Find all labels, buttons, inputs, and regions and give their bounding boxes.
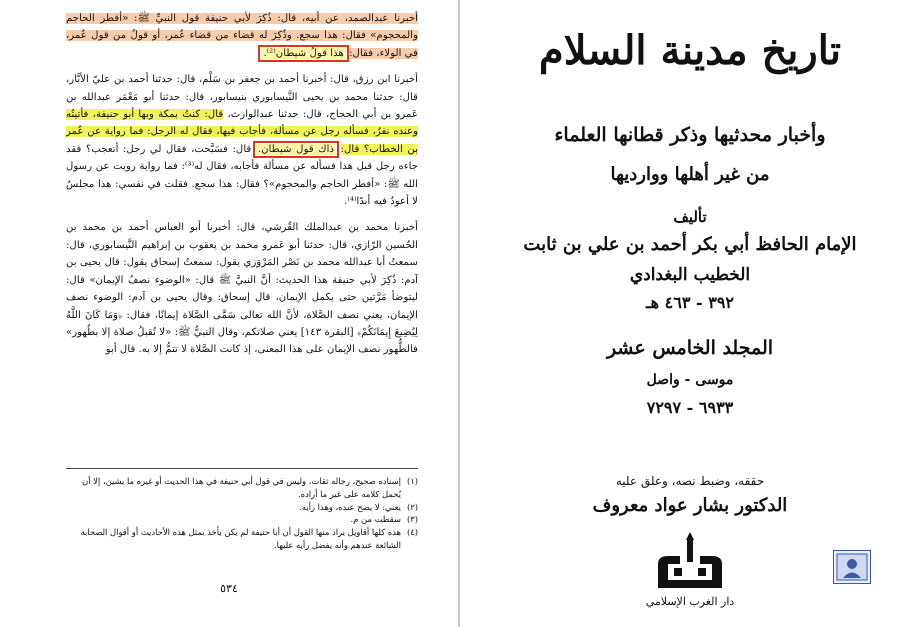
library-stamp-icon — [833, 550, 871, 584]
boxed-phrase-2: ذاك قول شيطان. — [257, 143, 334, 155]
editor-name: الدكتور بشار عواد معروف — [592, 495, 788, 516]
footnote — [66, 513, 418, 526]
footnote-number: (١) — [406, 476, 418, 486]
main-text — [66, 10, 418, 368]
boxed-phrase-1: هذا قولُ شيطان⁽²⁾. — [263, 47, 344, 59]
book-title: تاريخ مدينة السلام — [538, 27, 842, 74]
footnote-number: (٣) — [406, 514, 418, 525]
paragraph-2-intro: أخبرنا ابن رزق، قال: أخبرنا أحمد بن جعفر بن سَلْم، قال: حدثنا أحمد بن عليّ الأبَّار، قال: حدثنا محمد بن يحيى النَّيسابوري بنيسابور، قال: حدثنا أبو مَعْمَر عبدالله بن عَمرو بن أبي الحجاج، قال: حدثنا عبدالوارث، — [66, 74, 418, 121]
author-name-line-1: الإمام الحافظ أبي بكر أحمد بن علي بن ثابت — [523, 234, 857, 255]
volume-range-names: موسى - واصل — [646, 372, 734, 388]
footnote — [66, 501, 418, 514]
paragraph-3: أخبرنا محمد بن عبدالملك القُرشي، قال: أخبرنا أبو العباس أحمد بن محمد بن الحُسين الرّازي، قال: حدثنا أبو عَمرو محمد بن يعقوب بن إبراهيم النَّيسابوري، قال: سمعتُ أبا عبدالله محمد بن نَصْر المَرْوَزي يقول: سمعتُ إسحاق يقول: قال يحيى بن آدم: ذُكِرَ لأبي حنيفة هذا الحديث: أنَّ النبيَّ ﷺ قال: «الوضوء نصفُ الإيمان» قال: ليتوضأ مَرَّتين حتى يكمل الإيمان، قال إسحاق: وقال يحيى بن آدم: الوضوء نصف الإيمان، يعني نصف الصَّلاة، لأنَّ الله تعالى سَمَّى الصَّلاة إيمانًا، فقال: ﴿وَمَا كَانَ اللَّهُ لِيُضِيعَ إِيمَانَكُمْ﴾ [البقرة ١٤٣] يعني صلاتكم، وقال النبيُّ ﷺ: «لا تُقبلُ صلاة إلا بطُهور» فالطُّهور نصف الإيمان على هذا المعنى، إذ كانت الصَّلاة لا تتمُّ إلا به. قال أبو — [66, 222, 418, 356]
footnote-number: (٢) — [406, 501, 418, 512]
paragraph-2-rest: قال: فسَبَّحت، فقال لي رجل: أتعجب؟ فقد جاءه رجل قبل هذا فسأله عن مسألة فأجابه، فقال له⁽³⁾: فما رواية رويت عن رسول الله ﷺ: «أفطر الحاجم والمحجوم»؟ فقال: هذا سجع. فقلت في نفسي: هذا مجلسٌ لا أعودُ فيه أبدًا⁽⁴⁾. — [66, 143, 418, 208]
footnote — [66, 475, 418, 501]
highlight-orange: أخبرنا عبدالصمد، عن أبيه، قال: ذُكِرَ لأبي حنيفة قول النبيِّ ﷺ: «أفطر الحاجم والمحجوم» فقال: هذا سجع. وذُكِرَ له قضاء من قضاء عُمر، أو قولٌ من قول عُمر، في الولاء، فقال: — [66, 13, 418, 59]
book-subtitle-line-2: من غير أهلها ووارديها — [610, 164, 770, 185]
page-number: ٥٣٤ — [220, 582, 238, 595]
volume-label: المجلد الخامس عشر — [606, 337, 774, 359]
footnote-text: هذه كلها أقاويل يراد منها القول أن أبا حنيفة لم يكن يأخذ بمثل هذه الأحاديث أو أقوال الصحابة الشائعة عندهم وأنه يفضل رأيه عليها. — [80, 527, 401, 550]
highlight-yellow: قال: كنتُ بمكة وبها أبو حنيفة، فأتيتُه وعنده نفرٌ، فسأله رجل عن مسألة، فأجاب فيها، فقال له الرجل: فما رواية عن عُمر بن الخطاب؟ قال: — [66, 109, 418, 155]
editor-label: حققه، وضبط نصه، وعلق عليه — [615, 474, 765, 488]
authored-by-label: تأليف — [673, 208, 707, 226]
footnote — [66, 526, 418, 552]
paragraph-1 — [66, 10, 418, 62]
book-subtitle-line-1: وأخبار محدثيها وذكر قطانها العلماء — [554, 124, 826, 146]
author-dates: ٣٩٢ - ٤٦٣ هـ — [645, 293, 735, 312]
footnote-number: (٤) — [406, 527, 418, 538]
footnote-text: إسناده صحيح، رجاله ثقات، وليس في قول أبي حنيفة في هذا الحديث أو غيره ما يشين، إلا أن يُحمل كلامه على غير ما أراده. — [81, 476, 401, 499]
footnote-text: سقطت من م. — [350, 514, 401, 525]
publisher-name: دار الغرب الإسلامي — [645, 595, 735, 608]
footnote-text: يعني: لا يصح عنده، وهذا رأيه. — [299, 501, 401, 512]
title-page — [460, 0, 920, 627]
publisher-logo-icon — [650, 530, 730, 590]
volume-range-numbers: ٦٩٣٣ - ٧٢٩٧ — [646, 398, 734, 417]
footnotes — [66, 468, 418, 552]
author-name-line-2: الخطيب البغدادي — [629, 265, 751, 285]
paragraph-2 — [66, 71, 418, 210]
left-page — [0, 0, 458, 627]
